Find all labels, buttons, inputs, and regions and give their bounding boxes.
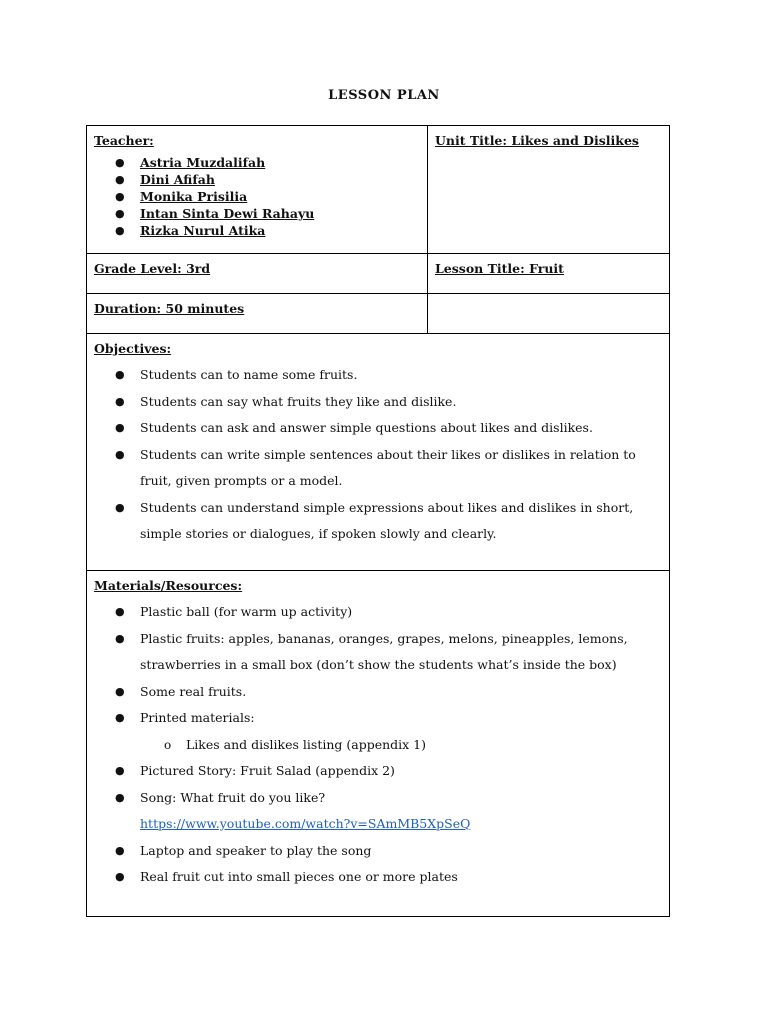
teacher-list [94,154,420,239]
teacher-label: Teacher: [94,133,154,148]
material-printed-label: Printed materials: [140,710,255,725]
teacher-name: ● Intan Sinta Dewi Rahayu [140,205,420,222]
materials-label: Materials/Resources: [94,578,243,593]
duration-row [87,294,670,334]
grade-level: Grade Level: 3rd [94,261,211,276]
song-link[interactable]: https://www.youtube.com/watch?v=SAmMB5XpSeQ [140,816,471,831]
unit-title-cell [428,126,670,254]
materials-row [87,571,670,917]
objectives-cell [87,334,670,571]
song-title: Song: What fruit do you like? [140,789,326,805]
teacher-name: ● Monika Prisilia [140,188,420,205]
grade-row [87,254,670,294]
materials-cell [87,571,670,917]
material-story: ● Pictured Story: Fruit Salad (appendix 2) [140,758,662,785]
duration: Duration: 50 minutes [94,301,245,316]
teacher-name: ● Dini Afifah [140,171,420,188]
objectives-label: Objectives: [94,341,172,356]
objectives-list [94,362,662,548]
materials-list [94,599,662,891]
material-plastic-ball: ● Plastic ball (for warm up activity) [140,599,662,626]
printed-sub-item: o Likes and dislikes listing (appendix 1) [186,732,662,759]
duration-cell [87,294,428,334]
lesson-title-cell [428,254,670,294]
unit-title: Unit Title: Likes and Dislikes [435,133,639,148]
teacher-row [87,126,670,254]
material-song [140,785,662,838]
material-laptop: ● Laptop and speaker to play the song [140,838,662,865]
material-cut-fruit: ● Real fruit cut into small pieces one or more plates [140,864,662,891]
objective-item: ● Students can ask and answer simple questions about likes and dislikes. [140,415,662,442]
lesson-title: Lesson Title: Fruit [435,261,564,276]
empty-cell [428,294,670,334]
material-real-fruits: ● Some real fruits. [140,679,662,706]
teacher-name: ● Rizka Nurul Atika [140,222,420,239]
objective-item: ● Students can say what fruits they like and dislike. [140,389,662,416]
grade-level-cell [87,254,428,294]
lesson-plan-table [86,125,670,917]
objectives-row [87,334,670,571]
teacher-name: ● Astria Muzdalifah [140,154,420,171]
material-plastic-fruits: ● Plastic fruits: apples, bananas, oranges, grapes, melons, pineapples, lemons, strawberries in a small box (don’t show the students what’s inside the box) [140,626,662,679]
objective-item: ● Students can write simple sentences about their likes or dislikes in relation to fruit, given prompts or a model. [140,442,662,495]
objective-item: ● Students can to name some fruits. [140,362,662,389]
teacher-cell [87,126,428,254]
document-title: LESSON PLAN [328,88,440,103]
printed-sublist [140,732,662,759]
objective-item: ● Students can understand simple expressions about likes and dislikes in short, simple stories or dialogues, if spoken slowly and clearly. [140,495,662,548]
material-printed [140,705,662,758]
